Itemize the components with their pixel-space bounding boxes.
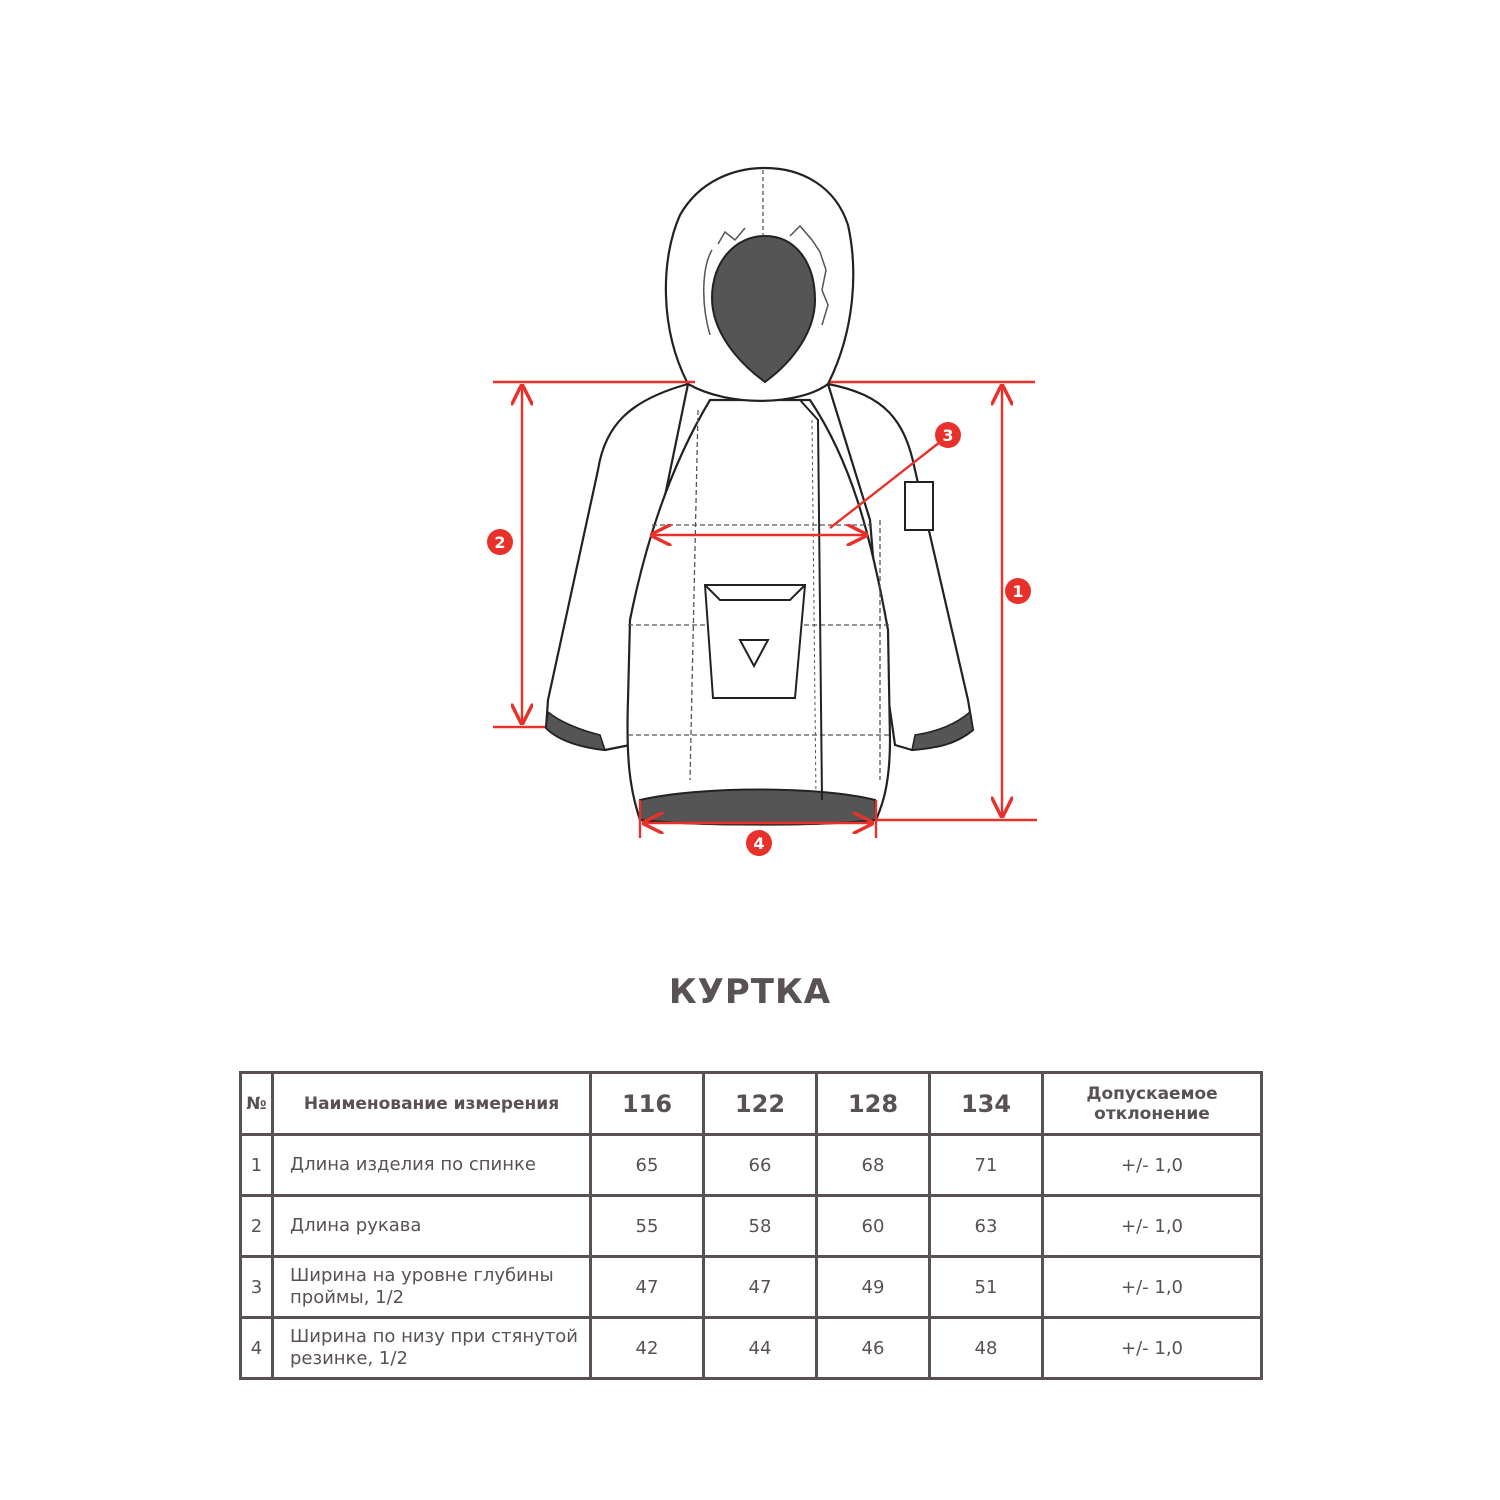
row-value: 42	[591, 1318, 704, 1379]
row-tolerance: +/- 1,0	[1043, 1135, 1262, 1196]
row-value: 48	[930, 1318, 1043, 1379]
row-tolerance: +/- 1,0	[1043, 1257, 1262, 1318]
hem-lining	[640, 790, 876, 825]
header-tolerance: Допускаемое отклонение	[1043, 1073, 1262, 1135]
table-row	[241, 1318, 1262, 1379]
marker-label-3: 3	[942, 426, 954, 445]
marker-label-4: 4	[753, 834, 765, 853]
size-table	[239, 1071, 1263, 1380]
marker-badge-2	[487, 529, 513, 555]
row-value: 63	[930, 1196, 1043, 1257]
row-name: Ширина на уровне глубины проймы, 1/2	[273, 1257, 591, 1318]
page-title: КУРТКА	[668, 972, 832, 1012]
chest-pocket	[705, 585, 805, 698]
marker-badge-1	[1005, 578, 1031, 604]
table-row	[241, 1135, 1262, 1196]
row-tolerance: +/- 1,0	[1043, 1318, 1262, 1379]
row-value: 60	[817, 1196, 930, 1257]
row-value: 46	[817, 1318, 930, 1379]
row-value: 71	[930, 1135, 1043, 1196]
header-size: 134	[930, 1073, 1043, 1135]
header-size: 116	[591, 1073, 704, 1135]
marker-badge-3	[935, 422, 961, 448]
row-tolerance: +/- 1,0	[1043, 1196, 1262, 1257]
sleeve-patch	[905, 482, 933, 530]
table-row	[241, 1257, 1262, 1318]
header-size: 128	[817, 1073, 930, 1135]
table-row	[241, 1196, 1262, 1257]
row-value: 47	[591, 1257, 704, 1318]
row-value: 65	[591, 1135, 704, 1196]
row-value: 58	[704, 1196, 817, 1257]
row-num: 3	[241, 1257, 273, 1318]
row-value: 49	[817, 1257, 930, 1318]
row-name: Длина рукава	[273, 1196, 591, 1257]
row-num: 4	[241, 1318, 273, 1379]
row-value: 66	[704, 1135, 817, 1196]
row-value: 55	[591, 1196, 704, 1257]
marker-label-2: 2	[494, 533, 506, 552]
row-num: 2	[241, 1196, 273, 1257]
row-value: 51	[930, 1257, 1043, 1318]
marker-badge-4	[746, 830, 772, 856]
row-name: Ширина по низу при стянутой резинке, 1/2	[273, 1318, 591, 1379]
row-num: 1	[241, 1135, 273, 1196]
header-size: 122	[704, 1073, 817, 1135]
row-value: 44	[704, 1318, 817, 1379]
marker-label-1: 1	[1012, 582, 1024, 601]
row-name: Длина изделия по спинке	[273, 1135, 591, 1196]
header-num: №	[241, 1073, 273, 1135]
row-value: 47	[704, 1257, 817, 1318]
row-value: 68	[817, 1135, 930, 1196]
table-header-row	[241, 1073, 1262, 1135]
header-name: Наименование измерения	[273, 1073, 591, 1135]
